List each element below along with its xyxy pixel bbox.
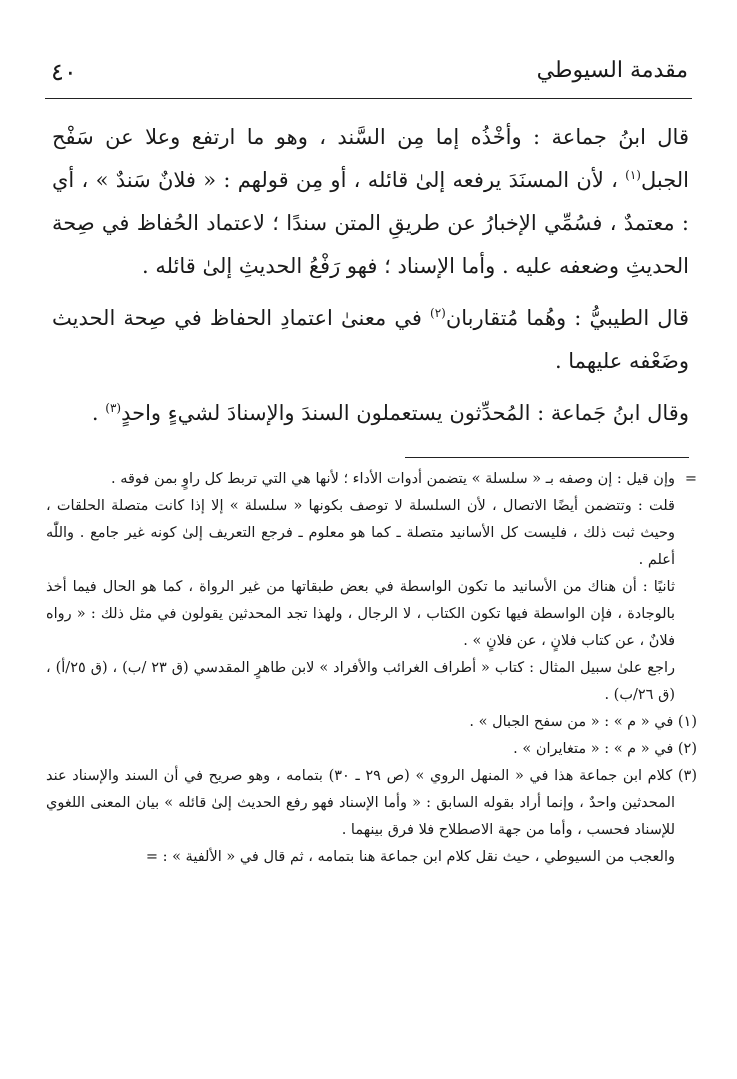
footnote-ref-2: (٢) — [430, 306, 446, 320]
footnotes — [46, 466, 697, 871]
running-title: مقدمة السيوطي — [536, 58, 688, 83]
paragraph-1-text-a: قال ابنُ جماعة : وأخْذُه إما مِن السَّند ، وهو ما ارتفع وعلا عن سَفْح الجبل — [52, 125, 689, 192]
note-paragraph-2: قلت : وتتضمن أيضًا الاتصال ، لأن السلسلة لا توصف بكونها « سلسلة » إلا إذا كانت متصلة الحلقات ، وحيث ثبت ذلك ، فليست كل الأسانيد متصلة ـ كما هو معلوم ـ فرجع التعريف إلىٰ كونه غير جامع . واللّٰه أعلم . — [46, 498, 675, 568]
continuation-mark: = — [684, 471, 697, 487]
footnote-3: (٣) كلام ابن جماعة هذا في « المنهل الروي » (ص ٢٩ ـ ٣٠) بتمامه ، وهو صريح في أن السند والإسناد عند المحدثين واحدٌ ، وإنما أراد بقوله السابق : « وأما الإسناد فهو رفع الحديث إلىٰ قائله » بيان المعنى اللغوي للإسناد فحسب ، وأما من جهة الاصطلاح فلا فرق بينهما . — [46, 768, 697, 838]
paragraph-1 — [52, 116, 689, 288]
footnote-continuation — [46, 466, 697, 493]
paragraph-2 — [52, 297, 689, 383]
paragraph-2-text-b: في معنىٰ اعتمادِ الحفاظ في صِحة الحديث وضَعْفه عليهما . — [52, 306, 689, 373]
page-number: ٤٠ — [51, 58, 77, 86]
page-header — [45, 48, 692, 99]
note-paragraph-3: ثانيًا : أن هناك من الأسانيد ما تكون الواسطة في بعض طبقاتها من غير الرواة ، كما هو الحال فيما أخذ بالوجادة ، فإن الواسطة فيها تكون الكتاب ، لا الرجال ، ولهذا تجد المحدثين يقولون في مثل ذلك : « رواه فلانٌ ، عن كتاب فلانٍ ، عن فلانٍ » . — [46, 579, 675, 649]
footnote-ref-1: (١) — [625, 168, 641, 182]
paragraph-1-text-b: ، لأن المسنَدَ يرفعه إلىٰ قائله ، أو مِن قولهم : « فلانٌ سَندٌ » ، أي : معتمدٌ ، فسُمِّي الإخبارُ عن طريقِ المتن سندًا ؛ لاعتماد الحُفاظ في صِحة الحديثِ وضعفه عليه . وأما الإسناد ؛ فهو رَفْعُ الحديثِ إلىٰ قائله . — [52, 168, 689, 278]
note-continuation-text: وإن قيل : إن وصفه بـ « سلسلة » يتضمن أدوات الأداء ؛ لأنها هي التي تربط كل راوٍ بمن فوقه . — [110, 471, 675, 487]
paragraph-3-text-b: . — [91, 401, 99, 425]
footnote-3-continuation: والعجب من السيوطي ، حيث نقل كلام ابن جماعة هنا بتمامه ، ثم قال في « الألفية » : = — [145, 849, 675, 865]
note-paragraph-4: راجع علىٰ سبيل المثال : كتاب « أطراف الغرائب والأفراد » لابن طاهرٍ المقدسي (ق ٢٣ /ب) ، (ق ٢٥/أ) ، (ق ٢٦/ب) . — [46, 660, 675, 703]
footnote-1: (١) في « م » : « من سفح الجبال » . — [469, 714, 697, 730]
main-text — [52, 116, 689, 444]
paragraph-3-text-a: وقال ابنُ جَماعة : المُحدِّثون يستعملون السندَ والإسنادَ لشيءٍ واحدٍ — [121, 401, 689, 425]
footnote-separator — [405, 457, 689, 458]
footnote-2: (٢) في « م » : « متغايران » . — [513, 741, 697, 757]
paragraph-2-text-a: قال الطيبيُّ : وهُما مُتقاربان — [445, 306, 689, 330]
paragraph-3 — [52, 392, 689, 435]
footnote-ref-3: (٣) — [105, 401, 122, 415]
